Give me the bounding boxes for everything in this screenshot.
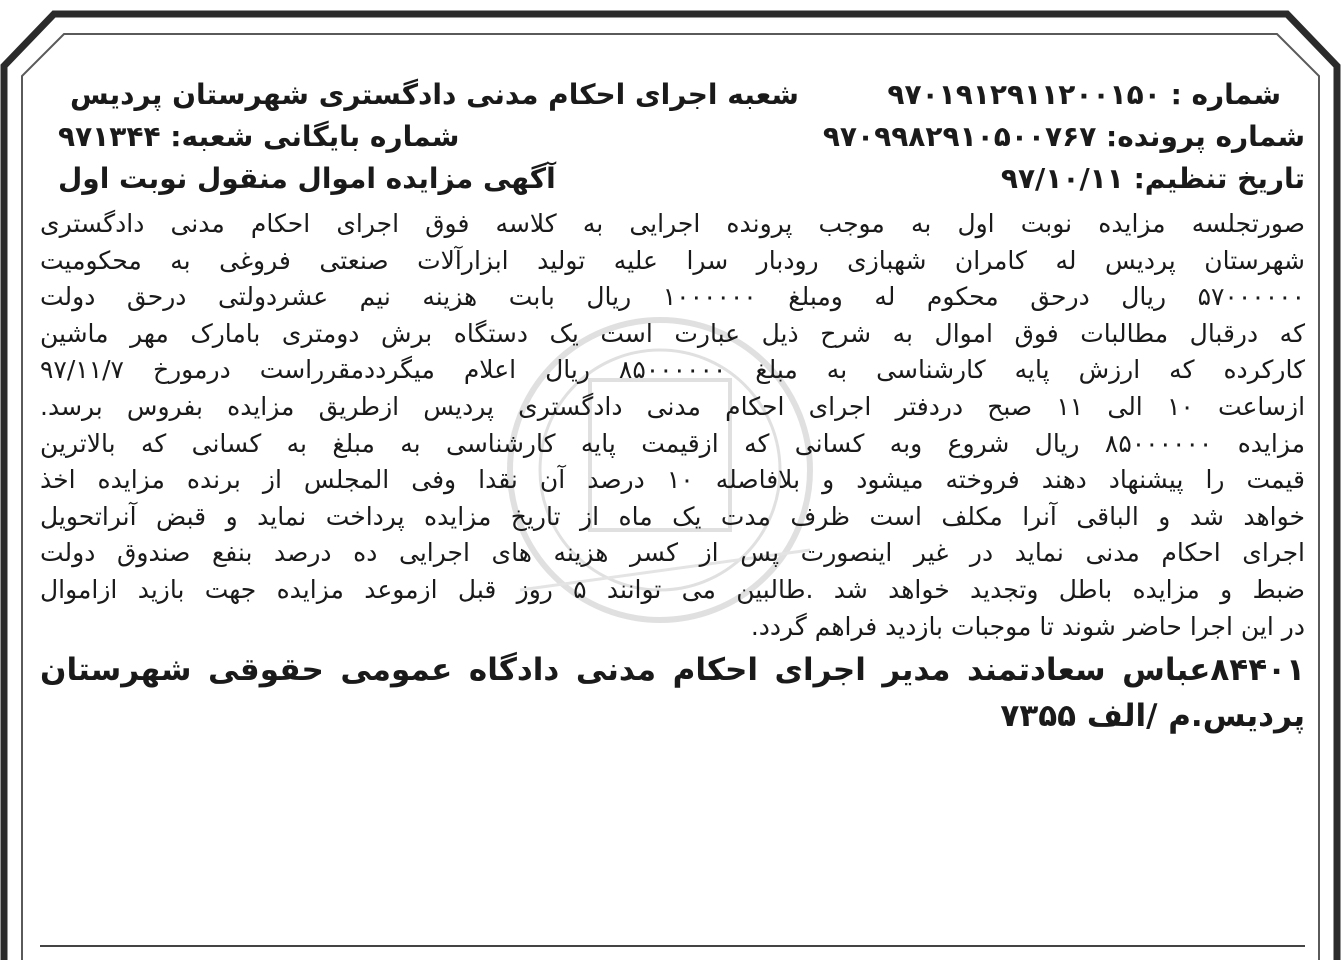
header-row-2 [40, 120, 1305, 162]
body-line: کارکرده که ارزش پایه کارشناسی به مبلغ ۸۵۰۰۰۰۰۰ ریال اعلام میگرددمقرراست درمورخ ۹۷/۱۱/۷ [40, 355, 1305, 385]
body-line: مزایده ۸۵۰۰۰۰۰۰ ریال شروع وبه کسانی که ازقیمت پایه کارشناسی به مبلغ به کسانی که بالاترین [40, 428, 1306, 458]
branch-title: شعبه اجرای احکام مدنی دادگستری شهرستان پردیس [70, 78, 799, 111]
letter-number: شماره : ۹۷۰۱۹۱۲۹۱۱۲۰۰۱۵۰ [887, 78, 1281, 111]
header-row-3 [40, 162, 1305, 204]
signature-line: پردیس.م /الف ۷۳۵۵ [1000, 698, 1305, 735]
body-line: ازساعت ۱۰ الی ۱۱ صبح دردفتر اجرای احکام مدنی دادگستری پردیس ازطریق مزایده بفروس برسد. [40, 391, 1306, 421]
body-line: اجرای احکام مدنی نماید در غیر اینصورت پس از کسر هزینه های اجرایی ده درصد بنفع صندوق دولت [40, 538, 1305, 568]
file-number: شماره پرونده: ۹۷۰۹۹۸۲۹۱۰۵۰۰۷۶۷ [822, 120, 1305, 153]
issue-date: تاریخ تنظیم: ۹۷/۱۰/۱۱ [1000, 162, 1305, 195]
body-line: صورتجلسه مزایده نوبت اول به موجب پرونده اجرایی به کلاسه فوق اجرای احکام مدنی دادگستری [40, 209, 1305, 238]
body-line: ۵۷۰۰۰۰۰۰ ریال درحق محکوم له ومبلغ ۱۰۰۰۰۰۰ ریال بابت هزینه نیم عشردولتی درحق دولت [40, 282, 1305, 312]
notice-title: آگهی مزایده اموال منقول نوبت اول [58, 162, 556, 195]
body-line: شهرستان پردیس له کامران شهبازی رودبار سرا علیه تولید ابزارآلات صنعتی فروغی به محکومیت [40, 245, 1305, 275]
body-line: قیمت را پیشنهاد دهند فروخته میشود و بلافاصله ۱۰ درصد آن نقدا وفی المجلس از برنده مزایده اخذ [40, 465, 1306, 495]
signature-line: ۸۴۴۰۱عباس سعادتمند مدیر اجرای احکام مدنی دادگاه عمومی حقوقی شهرستان [40, 652, 1305, 689]
body-line: خواهد شد و الباقی آنرا مکلف است ظرف مدت یک ماه از تاریخ مزایده پرداخت نماید و قبض آنراتحویل [40, 501, 1305, 531]
notice-content [40, 78, 1305, 739]
header-row-1 [40, 78, 1305, 120]
body-line: ضبط و مزایده باطل وتجدید خواهد شد .طالبین می توانند ۵ روز قبل ازموعد مزایده جهت بازید ازاموال [40, 574, 1305, 604]
body-line: در این اجرا حاضر شوند تا موجبات بازدید فراهم گردد. [750, 611, 1305, 641]
signature-block [40, 647, 1305, 739]
body-line: که درقبال مطالبات فوق اموال به شرح ذیل عبارت است یک دستگاه برش دومتری بامارک مهر ماشین [40, 318, 1305, 348]
notice-body [40, 206, 1305, 645]
archive-number: شماره بایگانی شعبه: ۹۷۱۳۴۴ [58, 120, 460, 153]
